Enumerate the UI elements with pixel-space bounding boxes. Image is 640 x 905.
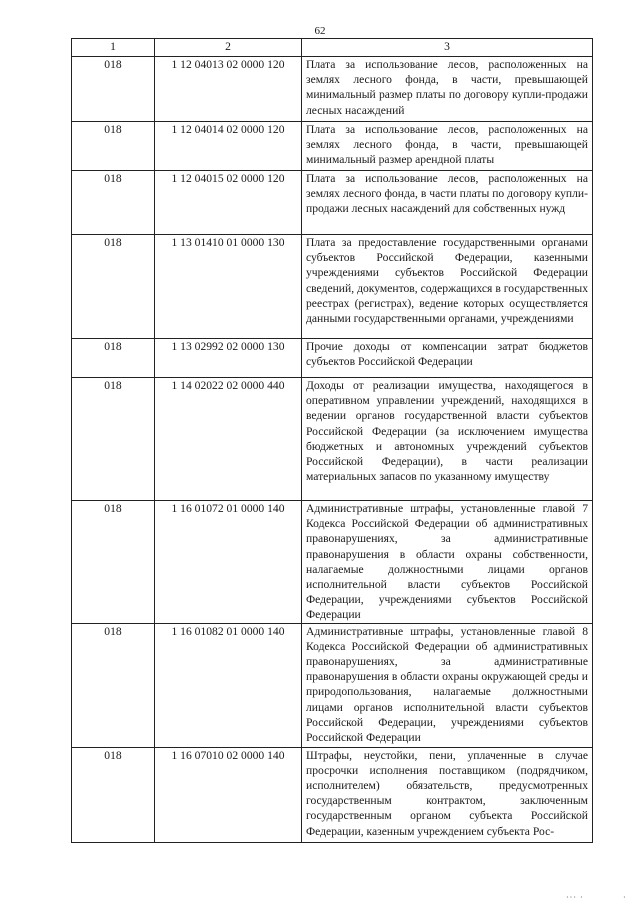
admin-code: 018 [72,171,155,235]
budget-code: 1 16 01082 01 0000 140 [155,623,302,747]
admin-code: 018 [72,747,155,842]
budget-code: 1 12 04015 02 0000 120 [155,171,302,235]
income-description: Плата за использование лесов, расположенных на землях лесного фонда, в части платы по договору купли-продажи лесных насаждений для собственных нужд [302,171,593,235]
budget-code: 1 12 04014 02 0000 120 [155,122,302,171]
table-header-row [72,39,593,57]
table-row [72,235,593,339]
income-description: Штрафы, неустойки, пени, уплаченные в случае просрочки исполнения поставщиком (подрядчиком, исполнителем) обязательств, предусмотренных государственным контрактом, заключенным государственным органом субъекта Российской Федерации, казенным учреждением субъекта Рос- [302,747,593,842]
income-description: Доходы от реализации имущества, находящегося в оперативном управлении учреждений, находящихся в ведении органов государственной власти субъектов Российской Федерации (за исключением имущества бюджетных и автономных учреждений субъектов Российской Федерации), в части реализации материальных запасов по указанному имуществу [302,378,593,501]
income-description: Плата за использование лесов, расположенных на землях лесного фонда, в части, превышающей минимальный размер платы по договору купли-продажи лесных насаждений [302,57,593,122]
table-row [72,339,593,378]
budget-code: 1 16 01072 01 0000 140 [155,501,302,624]
column-header-3: 3 [302,39,593,57]
admin-code: 018 [72,57,155,122]
table-row [72,501,593,624]
column-header-1: 1 [72,39,155,57]
admin-code: 018 [72,339,155,378]
table-row [72,747,593,842]
table-row [72,623,593,747]
table-row [72,378,593,501]
income-description: Административные штрафы, установленные главой 8 Кодекса Российской Федерации об административных правонарушениях, за административные правонарушения в области охраны окружающей среды и природопользования, налагаемые должностными лицами органов исполнительной власти субъектов Российской Федерации, учреждениями субъектов Российской Федерации [302,623,593,747]
budget-code: 1 16 07010 02 0000 140 [155,747,302,842]
budget-code: 1 12 04013 02 0000 120 [155,57,302,122]
admin-code: 018 [72,122,155,171]
admin-code: 018 [72,623,155,747]
table-row [72,171,593,235]
budget-code: 1 14 02022 02 0000 440 [155,378,302,501]
admin-code: 018 [72,378,155,501]
scan-artifact-mark: · [623,893,626,902]
column-header-2: 2 [155,39,302,57]
budget-code: 1 13 01410 01 0000 130 [155,235,302,339]
page-number: 62 [314,25,326,37]
income-description: Административные штрафы, установленные главой 7 Кодекса Российской Федерации об административных правонарушениях, за административные правонарушения в области охраны собственности, налагаемые должностными лицами органов исполнительной власти субъектов Российской Федерации, учреждениями субъектов Российской Федерации [302,501,593,624]
budget-code: 1 13 02992 02 0000 130 [155,339,302,378]
income-description: Плата за использование лесов, расположенных на землях лесного фонда, в части, превышающей минимальный размер арендной платы [302,122,593,171]
revenue-codes-table [71,38,593,843]
table-row [72,122,593,171]
income-description: Плата за предоставление государственными органами субъектов Российской Федерации, казенными учреждениями субъектов Российской Федерации сведений, документов, содержащихся в государственных реестрах (регистрах), ведение которых осуществляется данными государственными органами, учреждениями [302,235,593,339]
scan-artifact-marks: ··· · [566,893,584,902]
income-description: Прочие доходы от компенсации затрат бюджетов субъектов Российской Федерации [302,339,593,378]
table-row [72,57,593,122]
admin-code: 018 [72,235,155,339]
admin-code: 018 [72,501,155,624]
